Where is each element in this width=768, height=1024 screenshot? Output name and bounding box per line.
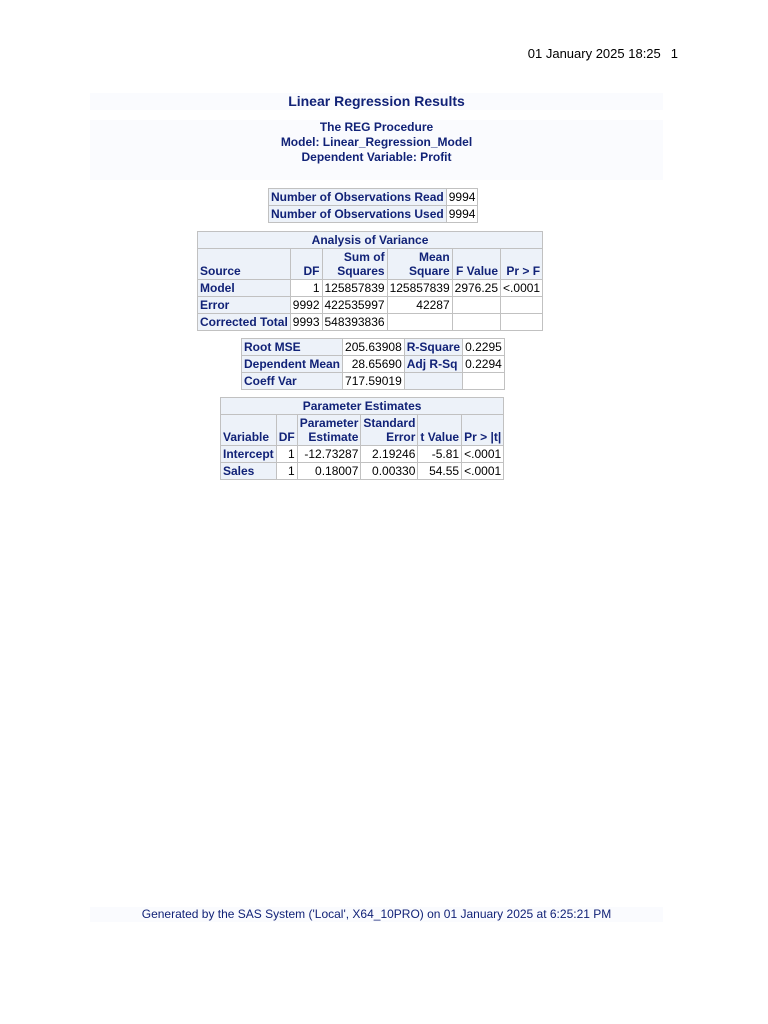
cell-ms: [387, 314, 452, 331]
col-sum-squares: [322, 249, 387, 280]
col-mean-square: [387, 249, 452, 280]
col-df: DF: [290, 249, 322, 280]
cell-f: [452, 314, 500, 331]
table-row: [269, 206, 478, 223]
table-row: [198, 314, 543, 331]
cell-estimate: -12.73287: [297, 446, 361, 463]
cell-se: 0.00330: [361, 463, 418, 480]
datetime: 01 January 2025 18:25: [527, 46, 661, 61]
cell-f: [452, 297, 500, 314]
table-row: [242, 373, 505, 390]
fit-label: Adj R-Sq: [404, 356, 462, 373]
col-estimate: [297, 415, 361, 446]
col-source: Source: [198, 249, 291, 280]
table-caption-row: [198, 232, 543, 249]
row-source: Corrected Total: [198, 314, 291, 331]
row-source: Model: [198, 280, 291, 297]
obs-read-label: Number of Observations Read: [269, 189, 447, 206]
anova-caption: Analysis of Variance: [198, 232, 543, 249]
col-std-error: [361, 415, 418, 446]
observations-table: [268, 188, 478, 223]
col-ms-line1: Mean: [418, 250, 450, 264]
col-pr-f: Pr > F: [501, 249, 543, 280]
anova-table: [197, 231, 543, 331]
table-row: [221, 446, 504, 463]
col-t-value: t Value: [418, 415, 462, 446]
table-row: [242, 356, 505, 373]
col-se-line2: Error: [386, 430, 416, 444]
fit-label: Root MSE: [242, 339, 343, 356]
fit-label: Coeff Var: [242, 373, 343, 390]
cell-df: 9992: [290, 297, 322, 314]
cell-p: [501, 314, 543, 331]
col-est-line2: Estimate: [308, 430, 359, 444]
table-row: [198, 280, 543, 297]
col-df: DF: [276, 415, 297, 446]
obs-read-value: 9994: [446, 189, 478, 206]
cell-df: 1: [276, 446, 297, 463]
table-caption-row: [221, 398, 504, 415]
cell-estimate: 0.18007: [297, 463, 361, 480]
col-ss-line1: Sum of: [343, 250, 385, 264]
col-ms-line2: Square: [408, 264, 450, 278]
cell-ss: 422535997: [322, 297, 387, 314]
col-f-value: F Value: [452, 249, 500, 280]
table-row: [221, 463, 504, 480]
table-row: [198, 297, 543, 314]
obs-used-label: Number of Observations Used: [269, 206, 447, 223]
fit-label: [404, 373, 462, 390]
cell-t: 54.55: [418, 463, 462, 480]
page-number: 1: [670, 46, 678, 61]
cell-f: 2976.25: [452, 280, 500, 297]
col-variable: Variable: [221, 415, 277, 446]
cell-p: [501, 297, 543, 314]
cell-ss: 125857839: [322, 280, 387, 297]
cell-p: <.0001: [462, 463, 504, 480]
fit-value: 0.2295: [463, 339, 505, 356]
fit-value: 205.63908: [343, 339, 405, 356]
cell-df: 1: [290, 280, 322, 297]
obs-used-value: 9994: [446, 206, 478, 223]
col-ss-line2: Squares: [337, 264, 385, 278]
cell-ms: 125857839: [387, 280, 452, 297]
page-footer: Generated by the SAS System ('Local', X64_10PRO) on 01 January 2025 at 6:25:21 PM: [90, 907, 663, 922]
cell-p: <.0001: [501, 280, 543, 297]
col-se-line1: Standard: [363, 416, 416, 430]
table-header-row: [221, 415, 504, 446]
cell-t: -5.81: [418, 446, 462, 463]
row-source: Error: [198, 297, 291, 314]
table-row: [269, 189, 478, 206]
cell-se: 2.19246: [361, 446, 418, 463]
row-variable: Sales: [221, 463, 277, 480]
fit-value: 28.65690: [343, 356, 405, 373]
table-row: [242, 339, 505, 356]
cell-ss: 548393836: [322, 314, 387, 331]
fit-label: R-Square: [404, 339, 462, 356]
table-header-row: [198, 249, 543, 280]
page-title: Linear Regression Results: [90, 93, 663, 110]
col-pr-t: Pr > |t|: [462, 415, 504, 446]
fit-statistics-table: [241, 338, 505, 390]
cell-p: <.0001: [462, 446, 504, 463]
cell-df: 9993: [290, 314, 322, 331]
params-caption: Parameter Estimates: [221, 398, 504, 415]
cell-ms: 42287: [387, 297, 452, 314]
dependent-variable: Dependent Variable: Profit: [301, 150, 452, 164]
procedure-info: [90, 120, 663, 180]
col-est-line1: Parameter: [299, 416, 359, 430]
fit-label: Dependent Mean: [242, 356, 343, 373]
model-name: Model: Linear_Regression_Model: [280, 135, 473, 149]
procedure-name: The REG Procedure: [319, 120, 434, 134]
cell-df: 1: [276, 463, 297, 480]
row-variable: Intercept: [221, 446, 277, 463]
fit-value: 717.59019: [343, 373, 405, 390]
fit-value: [463, 373, 505, 390]
page-datestamp: [528, 46, 678, 61]
fit-value: 0.2294: [463, 356, 505, 373]
parameter-estimates-table: [220, 397, 504, 480]
